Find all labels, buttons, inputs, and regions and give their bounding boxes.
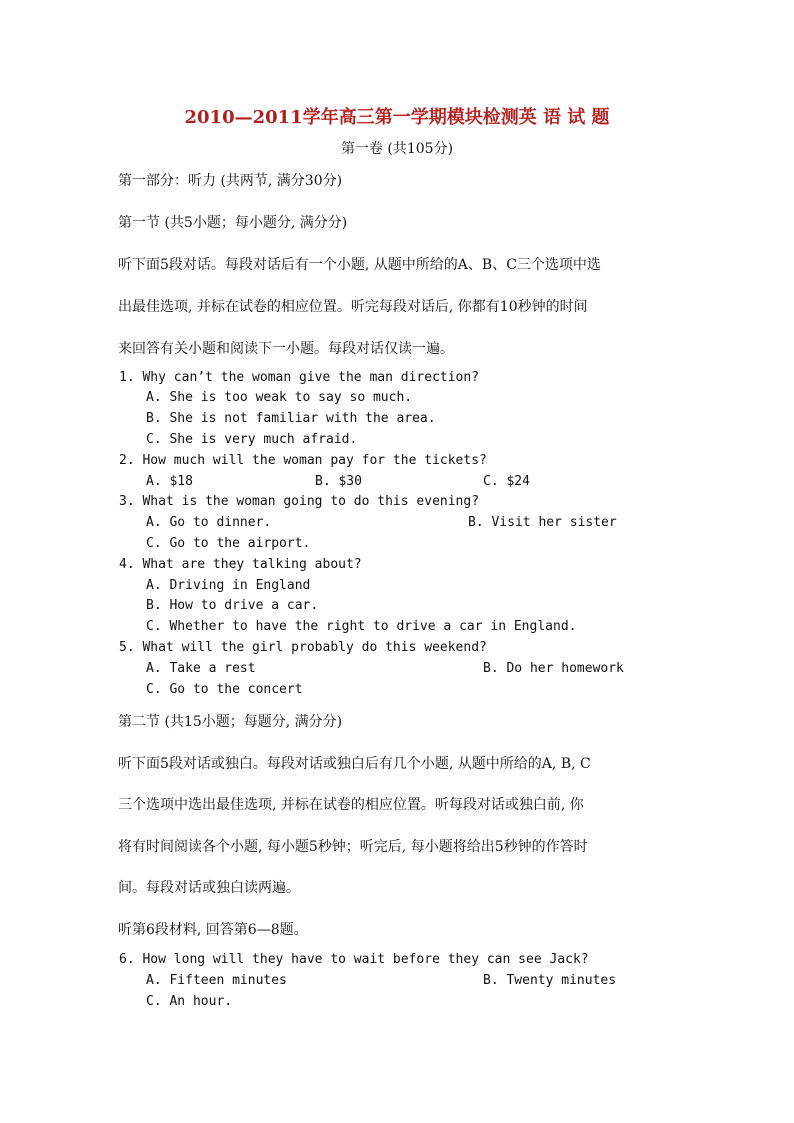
question-option: B. How to drive a car. <box>146 598 319 613</box>
section2-instruction-line: 间。每段对话或独白读两遍。 <box>118 880 300 896</box>
question-option: C. Go to the concert <box>146 682 303 697</box>
part1-heading: 第一部分：听力 (共两节, 满分30分) <box>118 173 343 189</box>
question-option: B. $30 <box>315 474 362 489</box>
section2-heading: 第二节 (共15小题；每题分, 满分分) <box>118 714 343 730</box>
question-option: C. Whether to have the right to drive a car in England. <box>146 619 577 634</box>
question-option: A. Go to dinner. <box>146 515 272 530</box>
section1-instruction-line: 出最佳选项, 并标在试卷的相应位置。听完每段对话后, 你都有10秒钟的时间 <box>118 299 588 315</box>
question-option: C. Go to the airport. <box>146 536 311 551</box>
question-option: B. Do her homework <box>483 661 624 676</box>
section2-instruction-line: 将有时间阅读各个小题, 每小题5秒钟；听完后, 每小题将给出5秒钟的作答时 <box>118 839 588 855</box>
question-option: A. Take a rest <box>146 661 256 676</box>
section2-instruction-line: 三个选项中选出最佳选项, 并标在试卷的相应位置。听每段对话或独白前, 你 <box>118 797 584 813</box>
question-option: A. Driving in England <box>146 578 311 593</box>
question-stem: 6. How long will they have to wait before they can see Jack? <box>119 952 589 967</box>
question-option: B. She is not familiar with the area. <box>146 411 436 426</box>
question-option: B. Visit her sister <box>468 515 617 530</box>
question-option: A. $18 <box>146 474 193 489</box>
question-option: C. $24 <box>483 474 530 489</box>
question-stem: 3. What is the woman going to do this evening? <box>119 494 480 509</box>
question-stem: 2. How much will the woman pay for the tickets? <box>119 453 487 468</box>
question-stem: 4. What are they talking about? <box>119 557 362 572</box>
question-option: C. An hour. <box>146 994 233 1009</box>
section1-instruction-line: 来回答有关小题和阅读下一小题。每段对话仅读一遍。 <box>118 341 454 357</box>
question-option: B. Twenty minutes <box>483 973 617 988</box>
exam-title: 2010—2011学年高三第一学期模块检测英 语 试 题 <box>184 107 610 128</box>
question-stem: 5. What will the girl probably do this weekend? <box>119 640 487 655</box>
section2-instruction-line: 听下面5段对话或独白。每段对话或独白后有几个小题, 从题中所给的A, B, C <box>118 756 591 772</box>
question-option: A. Fifteen minutes <box>146 973 287 988</box>
section1-heading: 第一节 (共5小题；每小题分, 满分分) <box>118 215 348 231</box>
exam-subtitle: 第一卷 (共105分) <box>340 141 454 157</box>
question-option: C. She is very much afraid. <box>146 432 358 447</box>
section1-instruction-line: 听下面5段对话。每段对话后有一个小题, 从题中所给的A、B、C三个选项中选 <box>118 257 601 273</box>
question-option: A. She is too weak to say so much. <box>146 390 413 405</box>
material-note: 听第6段材料, 回答第6—8题。 <box>118 922 308 938</box>
question-stem: 1. Why can’t the woman give the man direction? <box>119 370 480 385</box>
